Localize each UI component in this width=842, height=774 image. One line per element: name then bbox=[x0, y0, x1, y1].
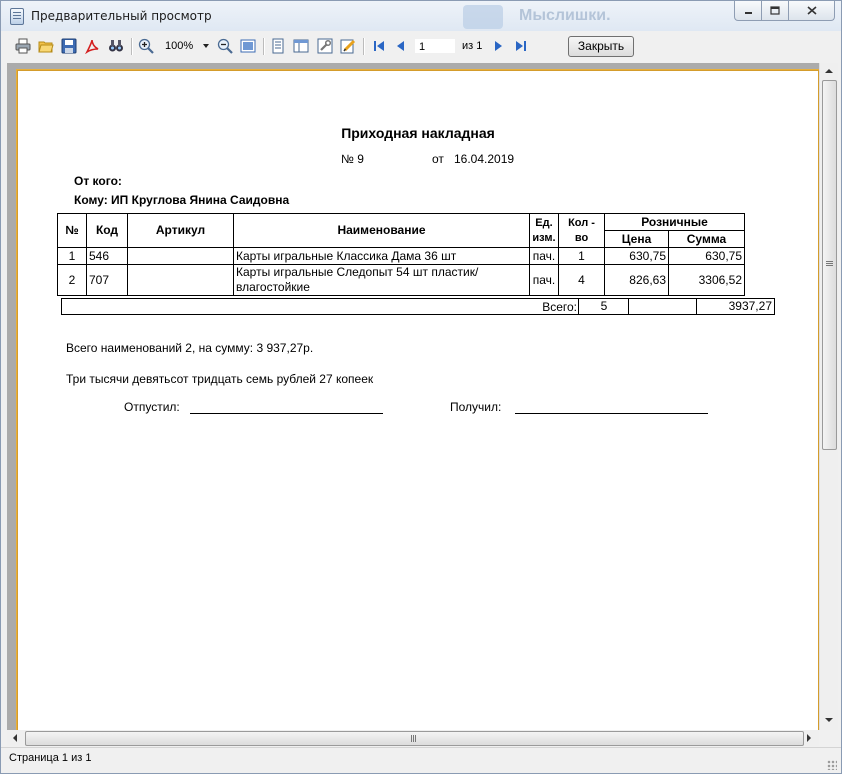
page-number-input[interactable]: 1 bbox=[414, 38, 456, 54]
received-by-label: Получил: bbox=[450, 400, 502, 414]
row-unit: пач. bbox=[530, 265, 559, 296]
printer-icon bbox=[15, 38, 31, 54]
window-title: Предварительный просмотр bbox=[31, 9, 212, 23]
received-by-signature-line bbox=[515, 413, 708, 414]
total-label: Всего: bbox=[542, 300, 577, 314]
horizontal-scroll-thumb[interactable] bbox=[25, 731, 804, 746]
find-button[interactable] bbox=[108, 38, 124, 54]
chevron-down-icon bbox=[203, 44, 209, 48]
summary-count: Всего наименований 2, на сумму: 3 937,27р. bbox=[66, 341, 314, 355]
document-title: Приходная накладная bbox=[341, 125, 495, 141]
minimize-button[interactable] bbox=[734, 1, 762, 21]
document-number: № 9 bbox=[341, 152, 364, 166]
total-empty-cell bbox=[628, 299, 697, 314]
row-sum: 3306,52 bbox=[669, 265, 745, 296]
preview-area[interactable] bbox=[7, 63, 819, 730]
from-label: От кого: bbox=[74, 174, 122, 188]
pdf-icon bbox=[84, 38, 100, 54]
first-page-button[interactable] bbox=[371, 38, 387, 54]
header-name: Наименование bbox=[234, 214, 530, 248]
row-price: 630,75 bbox=[605, 248, 669, 265]
page-count-label: из 1 bbox=[462, 40, 483, 52]
layout-button[interactable] bbox=[293, 38, 309, 54]
page-icon bbox=[270, 38, 286, 54]
row-code: 707 bbox=[87, 265, 128, 296]
next-page-button[interactable] bbox=[490, 38, 506, 54]
to-label: Кому: ИП Круглова Янина Саидовна bbox=[74, 193, 290, 207]
table-row bbox=[58, 248, 745, 265]
background-app-title: Мыслишки. bbox=[519, 7, 611, 24]
settings-button[interactable] bbox=[317, 38, 333, 54]
resize-grip-icon[interactable] bbox=[827, 760, 837, 770]
vertical-scrollbar[interactable] bbox=[819, 63, 838, 730]
released-by-label: Отпустил: bbox=[124, 400, 180, 414]
binoculars-icon bbox=[108, 38, 124, 54]
maximize-button[interactable] bbox=[761, 1, 789, 21]
fit-page-icon bbox=[240, 38, 256, 54]
close-button[interactable]: Закрыть bbox=[568, 36, 634, 57]
row-qty: 4 bbox=[559, 265, 605, 296]
scroll-up-icon[interactable] bbox=[825, 69, 833, 73]
row-article bbox=[128, 265, 234, 296]
zoom-select[interactable] bbox=[161, 38, 211, 55]
zoom-in-button[interactable] bbox=[138, 38, 154, 54]
row-price: 826,63 bbox=[605, 265, 669, 296]
header-article: Артикул bbox=[128, 214, 234, 248]
open-button[interactable] bbox=[38, 38, 54, 54]
first-page-icon bbox=[371, 38, 387, 54]
document-date: 16.04.2019 bbox=[454, 152, 515, 166]
page-setup-button[interactable] bbox=[270, 38, 286, 54]
horizontal-scrollbar[interactable] bbox=[7, 730, 819, 746]
pencil-icon bbox=[340, 38, 356, 54]
toolbar-separator bbox=[263, 38, 264, 55]
row-num: 2 bbox=[58, 265, 87, 296]
scroll-left-icon[interactable] bbox=[13, 734, 17, 742]
items-table bbox=[57, 213, 745, 296]
app-icon bbox=[10, 8, 24, 25]
title-bar bbox=[1, 1, 841, 31]
close-window-button[interactable] bbox=[788, 1, 835, 21]
row-unit: пач. bbox=[530, 248, 559, 265]
header-code: Код bbox=[87, 214, 128, 248]
row-name: Карты игральные Классика Дама 36 шт bbox=[234, 248, 530, 265]
scroll-right-icon[interactable] bbox=[807, 734, 811, 742]
row-code: 546 bbox=[87, 248, 128, 265]
scroll-down-icon[interactable] bbox=[825, 718, 833, 722]
zoom-out-button[interactable] bbox=[217, 38, 233, 54]
header-num: № bbox=[58, 214, 87, 248]
folder-icon bbox=[38, 38, 54, 54]
layout-icon bbox=[293, 38, 309, 54]
toolbar-separator bbox=[363, 38, 364, 55]
zoom-out-icon bbox=[217, 38, 233, 54]
summary-words: Три тысячи девятьсот тридцать семь рублей 27 копеек bbox=[66, 372, 374, 386]
wrench-icon bbox=[317, 38, 333, 54]
toolbar-separator bbox=[131, 38, 132, 55]
header-sum: Сумма bbox=[669, 231, 745, 248]
close-icon bbox=[807, 6, 817, 15]
zoom-value: 100% bbox=[165, 40, 194, 52]
previous-page-icon bbox=[393, 38, 409, 54]
totals-row bbox=[61, 298, 775, 315]
background-app-logo bbox=[463, 5, 503, 29]
row-qty: 1 bbox=[559, 248, 605, 265]
export-pdf-button[interactable] bbox=[84, 38, 100, 54]
last-page-icon bbox=[513, 38, 529, 54]
row-num: 1 bbox=[58, 248, 87, 265]
total-qty: 5 bbox=[578, 299, 629, 314]
toolbar bbox=[1, 32, 841, 62]
header-qty: Кол - во bbox=[559, 214, 605, 248]
table-row bbox=[58, 265, 745, 296]
row-article bbox=[128, 248, 234, 265]
row-name: Карты игральные Следопыт 54 шт пластик/влагостойкие bbox=[234, 265, 530, 296]
grip-icon bbox=[411, 735, 412, 742]
row-sum: 630,75 bbox=[669, 248, 745, 265]
previous-page-button[interactable] bbox=[393, 38, 409, 54]
next-page-icon bbox=[490, 38, 506, 54]
fit-page-button[interactable] bbox=[240, 38, 256, 54]
header-retail: Розничные bbox=[605, 214, 745, 231]
status-page-text: Страница 1 из 1 bbox=[9, 752, 92, 764]
edit-button[interactable] bbox=[340, 38, 356, 54]
minimize-icon bbox=[744, 6, 753, 15]
save-button[interactable] bbox=[61, 38, 77, 54]
status-bar bbox=[1, 747, 841, 773]
zoom-in-icon bbox=[138, 38, 154, 54]
date-label: от bbox=[432, 152, 444, 166]
last-page-button[interactable] bbox=[513, 38, 529, 54]
vertical-scroll-thumb[interactable] bbox=[822, 80, 837, 450]
print-button[interactable] bbox=[15, 38, 31, 54]
total-sum: 3937,27 bbox=[696, 299, 774, 314]
grip-icon bbox=[826, 261, 833, 262]
document-page bbox=[16, 69, 819, 730]
maximize-icon bbox=[770, 6, 780, 15]
released-by-signature-line bbox=[190, 413, 383, 414]
floppy-icon bbox=[61, 38, 77, 54]
header-unit: Ед. изм. bbox=[530, 214, 559, 248]
header-price: Цена bbox=[605, 231, 669, 248]
